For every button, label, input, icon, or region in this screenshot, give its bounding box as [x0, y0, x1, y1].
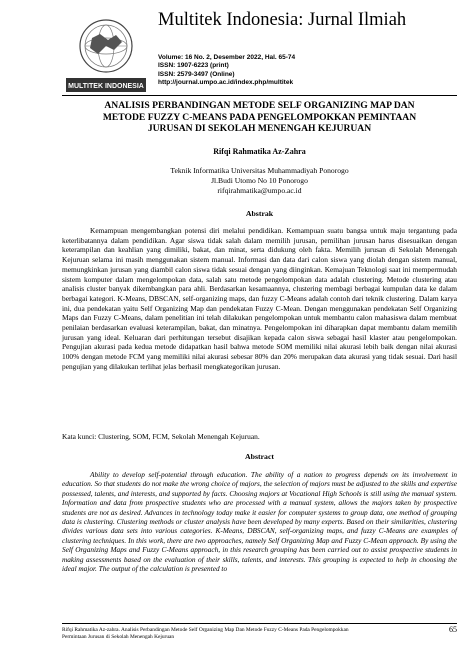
affiliation-address: Jl.Budi Utomo No 10 Ponorogo: [211, 175, 308, 185]
journal-logo: [62, 16, 150, 96]
issn-print: ISSN: 1907-6223 (print): [158, 62, 229, 70]
title-line: METODE FUZZY C-MEANS PADA PENGELOMPOKKAN PEMINTAAN: [102, 111, 417, 123]
journal-name: Multitek Indonesia: Jurnal Ilmiah: [158, 10, 407, 30]
author-email[interactable]: rifqirahmatika@umpo.ac.id: [217, 185, 302, 195]
title-line: ANALISIS PERBANDINGAN METODE SELF ORGANIZING MAP DAN: [104, 100, 415, 111]
journal-meta: [158, 54, 295, 87]
footer-citation-line: Permintaan Jurusan di Sekolah Menengah Kejuruan: [62, 634, 175, 641]
footer-citation-line: Rifqi Rahmatika Az-zahra. Analisis Perbandingan Metode Self Organizing Map Dan Metode Fuzzy C-Means Pada Pengelompokkan: [62, 627, 349, 633]
footer-rule: [62, 623, 457, 624]
author-name: Rifqi Rahmatika Az-Zahra: [213, 147, 306, 156]
header-rule: [62, 95, 457, 96]
logo-label: MULTITEK INDONESIA: [68, 83, 144, 90]
abstract-heading: Abstract: [244, 452, 274, 461]
article-title: [62, 100, 457, 135]
keywords: Kata kunci: Clustering, SOM, FCM, Sekolah Menengah Kejuruan.: [62, 432, 260, 441]
journal-header: [62, 10, 457, 96]
page-number: 65: [449, 625, 457, 634]
abstract-body: Ability to develop self-potential through education. The ability of a nation to progress depends on its involvement in education. So that students do not make the wrong choice of majors, the selection of majors must be adjusted to the skills and expertise possessed, talents, and interests, and supported by facts. Choosing majors at Vocational High Schools is still using the manual system. Information and data from prospective students who are processed with a manual system, allows the majors taken by prospective students are not as desired. Advances in technology today make it easier for computer systems to group data, one method of grouping data is clustering. Clustering methods or cluster analysis have been developed by many experts. Based on their similarities, clustering divides various data sets into various categories. K-Means, DBSCAN, self-organizing maps, and fuzzy C-Means are examples of clustering techniques. In this work, there are two approaches, namely Self Organizing Map and Fuzzy C-Mean approach. By using the Self Organizing Maps and Fuzzy C-Means approach, in this research grouping has been carried out to assist prospective students in making assessments based on the evaluation of their skills, talents, and interests. This grouping is expected to help in choosing the ideal major. The output of the calculation is presented to: [62, 470, 457, 574]
journal-volume: Volume: 16 No. 2, Desember 2022, Hal. 65-74: [158, 54, 296, 61]
abstrak-heading: Abstrak: [245, 209, 274, 218]
affiliation-institution: Teknik Informatika Universitas Muhammadiyah Ponorogo: [170, 166, 349, 175]
footer-citation: [62, 627, 402, 642]
author-affiliation: [62, 166, 457, 195]
issn-online: ISSN: 2579-3497 (Online): [158, 70, 235, 78]
title-line: JURUSAN DI SEKOLAH MENENGAH KEJURUAN: [147, 123, 372, 135]
abstrak-body: Kemampuan mengembangkan potensi diri melalui pendidikan. Kemampuan suatu bangsa untuk maju tergantung pada keterlibatannya dalam pendidikan. Agar siswa tidak salah dalam memilih jurusan, pemilihan jurusan harus disesuaikan dengan keterampilan dan keahlian yang dimiliki, bakat, dan minat, serta didukung oleh fakta. Memilih jurusan di Sekolah Menengah Kejuruan selama ini masih menggunakan sistem manual. Informasi dan data dari calon siswa yang diolah dengan sistem manual, memungkinkan jurusan yang diambil calon siswa tidak sesuai dengan yang diinginkan. Kemajuan Teknologi saat ini mempermudah sistem komputer dalam mengelompokan data, salah satu metode pengelompokan data adalah clustering. Metode clustering atau analisis cluster banyak dikembangkan para ahli. Berdasarkan kesamaannya, clustering membagi berbagai kumpulan data ke dalam berbagai kategori. K-Means, DBSCAN, self-organizing maps, dan fuzzy C-Means adalah contoh dari teknik clustering. Dalam karya ini, dua pendekatan yaitu Self Organizing Map dan pendekatan Fuzzy C-Mean. Dengan menggunakan pendekatan Self Organizing Maps dan Fuzzy C-Means, dalam penelitian ini telah dilakukan pengelompokan untuk membantu calon mahasiswa dalam membuat penilaian berdasarkan evaluasi keterampilan, bakat, dan minatnya. Pengelompokan ini diharapkan dapat membantu dalam memilih jurusan yang ideal. Keluaran dari perhitungan tersebut disajikan kepada calon siswa sebagai hasil klaster atau pengelompokan. Pengujian akurasi pada kedua metode didapatkan hasil bahwa metode SOM memiliki nilai akurasi lebih baik dengan nilai akurasi 100% dengan metode FCM yang memiliki nilai akurasi sebesar 80% dan 20% merupakan data akurasi yang tidak sesuai. Dari hasil pengujian yang dilakukan terlihat jelas berhasil mengkategorikan jurusan.: [62, 226, 457, 371]
journal-url[interactable]: http://journal.umpo.ac.id/index.php/multitek: [158, 78, 294, 86]
